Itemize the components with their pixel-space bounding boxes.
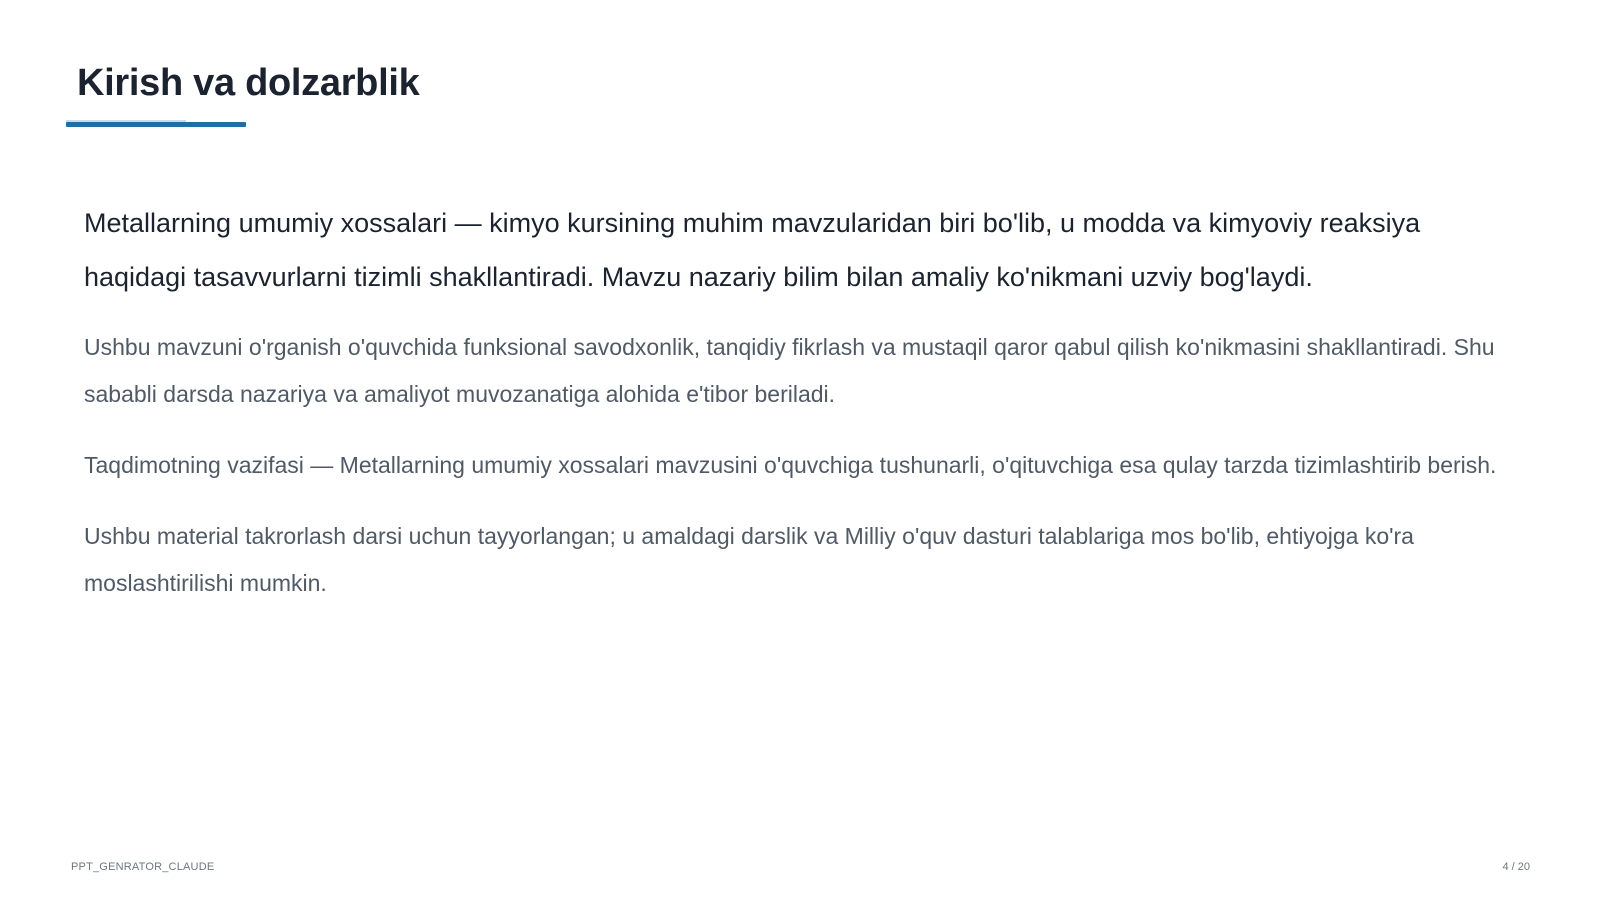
slide-content xyxy=(84,196,1504,631)
lead-paragraph: Metallarning umumiy xossalari — kimyo kursining muhim mavzularidan biri bo'lib, u modda va kimyoviy reaksiya haqidagi tasavvurlarni tizimli shakllantiradi. Mavzu nazariy bilim bilan amaliy ko'nikmani uzviy bog'laydi. xyxy=(84,208,1421,292)
page-number: 4 / 20 xyxy=(1502,861,1530,873)
body-paragraph-2: Taqdimotning vazifasi — Metallarning umumiy xossalari mavzusini o'quvchiga tushunarli, o'qituvchiga esa qulay tarzda tizimlashtirib berish. xyxy=(84,452,1497,478)
slide-title: Kirish va dolzarblik xyxy=(77,62,420,104)
body-paragraph-3: Ushbu material takrorlash darsi uchun tayyorlangan; u amaldagi darslik va Milliy o'quv dasturi talablariga mos bo'lib, ehtiyojga ko'ra moslashtirilishi mumkin. xyxy=(84,523,1414,596)
title-underline xyxy=(66,122,246,127)
footer-brand: PPT_GENRATOR_CLAUDE xyxy=(71,861,215,873)
body-paragraph-1: Ushbu mavzuni o'rganish o'quvchida funksional savodxonlik, tanqidiy fikrlash va mustaqil qaror qabul qilish ko'nikmasini shakllantiradi. Shu sababli darsda nazariya va amaliyot muvozanatiga alohida e'tibor beriladi. xyxy=(84,334,1495,407)
